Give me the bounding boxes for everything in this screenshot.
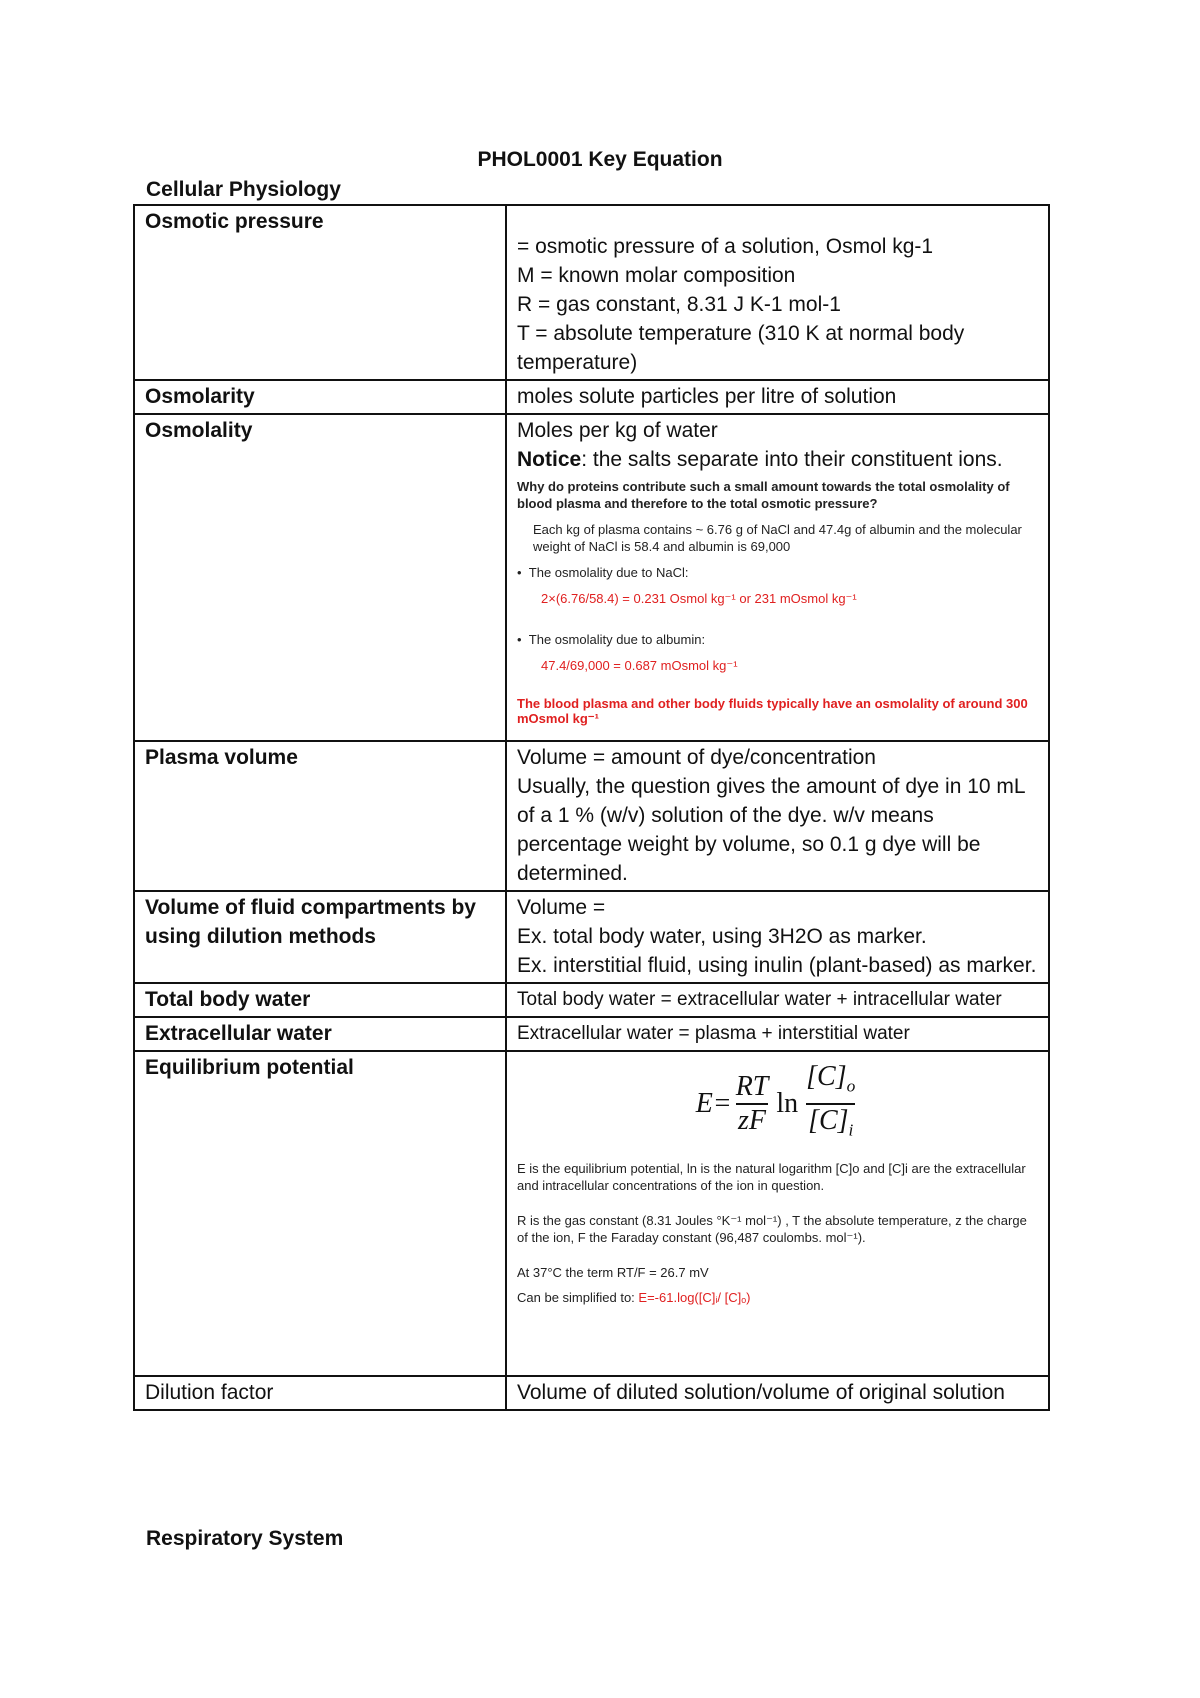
row-label: Equilibrium potential [134,1051,506,1376]
bullet-albumin-text: The osmolality due to albumin: [528,632,706,647]
constants-description: R is the gas constant (8.31 Joules °K⁻¹ mol⁻¹) , T the absolute temperature, z the charge of the ion, F the Faraday constant (96,487 coulombs. mol⁻¹). [517,1213,1027,1246]
notice-label: Notice [517,448,582,471]
table-row-fluid-compartments [134,891,1049,983]
notice-line [517,445,1038,474]
plasma-volume-note: Usually, the question gives the amount of dye in 10 mL of a 1 % (w/v) solution of the dye. w/v means percentage weight by volume, so 0.1 g dye will be determined. [517,775,1025,885]
row-content [506,891,1049,983]
notice-text: : the salts separate into their constituent ions. [581,448,1003,471]
table-row-equilibrium-potential [134,1051,1049,1376]
bullet-nacl: • The osmolality due to NaCl: [517,565,689,580]
row-content: Total body water = extracellular water + intracellular water [506,983,1049,1017]
row-content: Extracellular water = plasma + interstitial water [506,1017,1049,1051]
osmolality-definition: Moles per kg of water [517,419,718,442]
concentration-outside: $[C]_o$ [806,1061,856,1096]
simplified-formula: E=-61.log([C]ᵢ/ [C]ₒ) [638,1290,751,1306]
key-equation-table [133,204,1050,1411]
table-row-osmolarity [134,380,1049,414]
plasma-volume-equation: Volume = amount of dye/concentration [517,746,876,769]
row-content [506,205,1049,380]
nacl-calculation: 2×(6.76/58.4) = 0.231 Osmol kg⁻¹ or 231 mOsmol kg⁻¹ [541,591,857,606]
row-content [506,741,1049,891]
concentration-inside: $[C]_i$ [808,1104,854,1140]
formula-lhs: E= [695,1088,732,1120]
row-content [506,414,1049,741]
table-row-osmotic-pressure [134,205,1049,380]
table-row-plasma-volume [134,741,1049,891]
row-label: Plasma volume [134,741,506,891]
molar-definition: M = known molar composition [517,264,796,287]
row-label: Extracellular water [134,1017,506,1051]
simplified-formula-line [517,1289,1038,1306]
row-content: moles solute particles per litre of solution [506,380,1049,414]
bullet-albumin: • The osmolality due to albumin: [517,632,706,647]
table-row-dilution-factor [134,1376,1049,1410]
volume-equation: Volume = [517,896,606,919]
interstitial-fluid-example: Ex. interstitial fluid, using inulin (plant-based) as marker. [517,954,1037,977]
formula-numerator: RT [735,1070,769,1102]
osmolality-conclusion: The blood plasma and other body fluids typically have an osmolality of around 300 mOsmol kg⁻¹ [517,696,1028,726]
simplified-prefix: Can be simplified to: [517,1290,639,1306]
row-content: Volume of diluted solution/volume of original solution [506,1376,1049,1410]
bullet-nacl-text: The osmolality due to NaCl: [528,565,689,580]
fraction-concentrations [806,1061,855,1146]
row-content [506,1051,1049,1376]
row-label: Osmolality [134,414,506,741]
rt-f-value: At 37°C the term RT/F = 26.7 mV [517,1265,709,1281]
osmotic-definition: = osmotic pressure of a solution, Osmol kg-1 [517,235,934,258]
formula-denominator: zF [738,1104,767,1136]
table-row-total-body-water [134,983,1049,1017]
formula-ln: ln [776,1088,799,1120]
section-heading-respiratory-system: Respiratory System [146,1527,344,1550]
nernst-equation [517,1061,1038,1146]
osmolality-question: Why do proteins contribute such a small amount towards the total osmolality of blood plasma and therefore to the total osmotic pressure? [517,479,1010,511]
row-label: Osmolarity [134,380,506,414]
document-title: PHOL0001 Key Equation [477,148,723,171]
albumin-calculation: 47.4/69,000 = 0.687 mOsmol kg⁻¹ [541,658,738,673]
row-label: Osmotic pressure [134,205,506,380]
table-row-osmolality [134,414,1049,741]
section-heading-cellular-physiology: Cellular Physiology [146,178,341,201]
osmolality-given: Each kg of plasma contains ~ 6.76 g of NaCl and 47.4g of albumin and the molecular weight of NaCl is 58.4 and albumin is 69,000 [533,522,1022,554]
gas-constant-definition: R = gas constant, 8.31 J K-1 mol-1 [517,293,841,316]
row-label: Dilution factor [134,1376,506,1410]
fraction-rt-zf [736,1071,769,1137]
row-label: Total body water [134,983,506,1017]
temperature-definition: T = absolute temperature (310 K at normal body temperature) [517,322,965,374]
row-label: Volume of fluid compartments by using dilution methods [134,891,506,983]
equilibrium-description: E is the equilibrium potential, ln is the natural logarithm [C]o and [C]i are the extracellular and intracellular concentrations of the ion in question. [517,1161,1026,1194]
total-body-water-example: Ex. total body water, using 3H2O as marker. [517,925,927,948]
table-row-extracellular-water [134,1017,1049,1051]
